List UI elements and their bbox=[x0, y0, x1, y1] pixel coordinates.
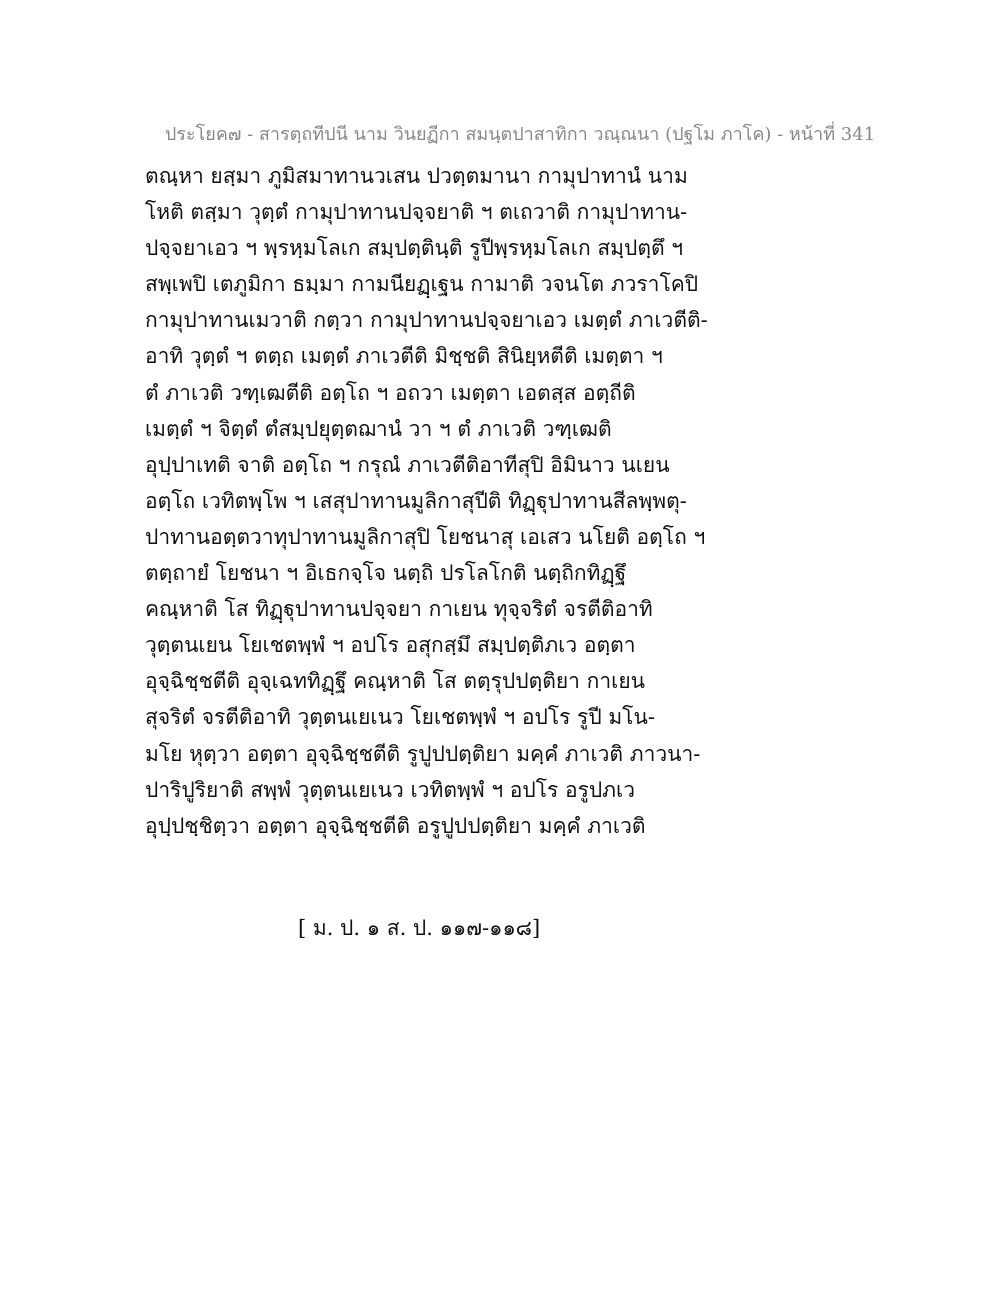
body-text bbox=[145, 158, 865, 844]
text-line: อุปฺปชฺชิตฺวา อตฺตา อุจฺฉิชฺชตีติ อรูปูปปตฺติยา มคฺคํ ภาเวติ bbox=[145, 813, 646, 838]
page-header: ประโยค๗ - สารตฺถทีปนี นาม วินยฏีกา สมนฺตปาสาทิกา วณฺณนา (ปฐโม ภาโค) - หน้าที่ 341 bbox=[164, 124, 876, 145]
text-line: สพฺเพปิ เตภูมิกา ธมฺมา กามนียฏฺเฐน กามาติ วจนโต ภวราโคปิ bbox=[145, 272, 699, 297]
text-line: อุจฺฉิชฺชตีติ อุจฺเฉททิฏฺฐึ คณฺหาติ โส ตตฺรุปปตฺติยา กาเยน bbox=[145, 669, 645, 694]
reference-citation: [ ม. ป. ๑ ส. ป. ๑๑๗-๑๑๘] bbox=[298, 916, 541, 940]
text-line: อาทิ วุตฺตํ ฯ ตตฺถ เมตฺตํ ภาเวตีติ มิชฺชติ สินิยฺหตีติ เมตฺตา ฯ bbox=[145, 344, 663, 369]
text-line: กามุปาทานเมวาติ กตฺวา กามุปาทานปจฺจยาเอว เมตฺตํ ภาเวตีติ- bbox=[145, 308, 708, 333]
text-line: มโย หุตฺวา อตฺตา อุจฺฉิชฺชตีติ รูปูปปตฺติยา มคฺคํ ภาเวติ ภาวนา- bbox=[145, 741, 701, 766]
text-line: โหติ ตสฺมา วุตฺตํ กามุปาทานปจฺจยาติ ฯ ตเถวาติ กามุปาทาน- bbox=[145, 200, 688, 225]
text-line: ปจฺจยาเอว ฯ พฺรหฺมโลเก สมฺปตฺตินฺติ รูปีพฺรหฺมโลเก สมฺปตฺตึ ฯ bbox=[145, 236, 684, 261]
text-line: ปาริปูริยาติ สพฺพํ วุตฺตนเยเนว เวทิตพฺพํ ฯ อปโร อรูปภเว bbox=[145, 777, 635, 802]
text-line: เมตฺตํ ฯ จิตฺตํ ตํสมฺปยุตฺตฌานํ วา ฯ ตํ ภาเวติ วฑฺเฒติ bbox=[145, 416, 612, 441]
text-line: อุปฺปาเทติ จาติ อตฺโถ ฯ กรุณํ ภาเวตีติอาทีสุปิ อิมินาว นเยน bbox=[145, 452, 670, 477]
text-line: วุตฺตนเยน โยเชตพฺพํ ฯ อปโร อสุกสฺมึ สมฺปตฺติภเว อตฺตา bbox=[145, 633, 636, 658]
text-line: ตณฺหา ยสฺมา ภูมิสมาทานวเสน ปวตฺตมานา กามุปาทานํ นาม bbox=[145, 164, 688, 188]
text-line: ตตฺถายํ โยชนา ฯ อิเธกจฺโจ นตฺถิ ปรโลโกติ นตฺถิกทิฏฺฐึ bbox=[145, 561, 627, 586]
text-line: ปาทานอตฺตวาทุปาทานมูลิกาสุปิ โยชนาสุ เอเสว นโยติ อตฺโถ ฯ bbox=[145, 524, 706, 549]
text-line: อตฺโถ เวทิตพฺโพ ฯ เสสุปาทานมูลิกาสุปีติ ทิฏฺฐุปาทานสีลพฺพตุ- bbox=[145, 488, 687, 513]
text-line: ตํ ภาเวติ วฑฺเฒตีติ อตฺโถ ฯ อถวา เมตฺตา เอตสฺส อตฺถีติ bbox=[145, 380, 636, 405]
text-line: สุจริตํ จรตีติอาทิ วุตฺตนเยเนว โยเชตพฺพํ ฯ อปโร รูปี มโน- bbox=[145, 705, 655, 730]
text-line: คณฺหาติ โส ทิฏฺฐุปาทานปจฺจยา กาเยน ทุจฺจริตํ จรตีติอาทิ bbox=[145, 597, 653, 622]
